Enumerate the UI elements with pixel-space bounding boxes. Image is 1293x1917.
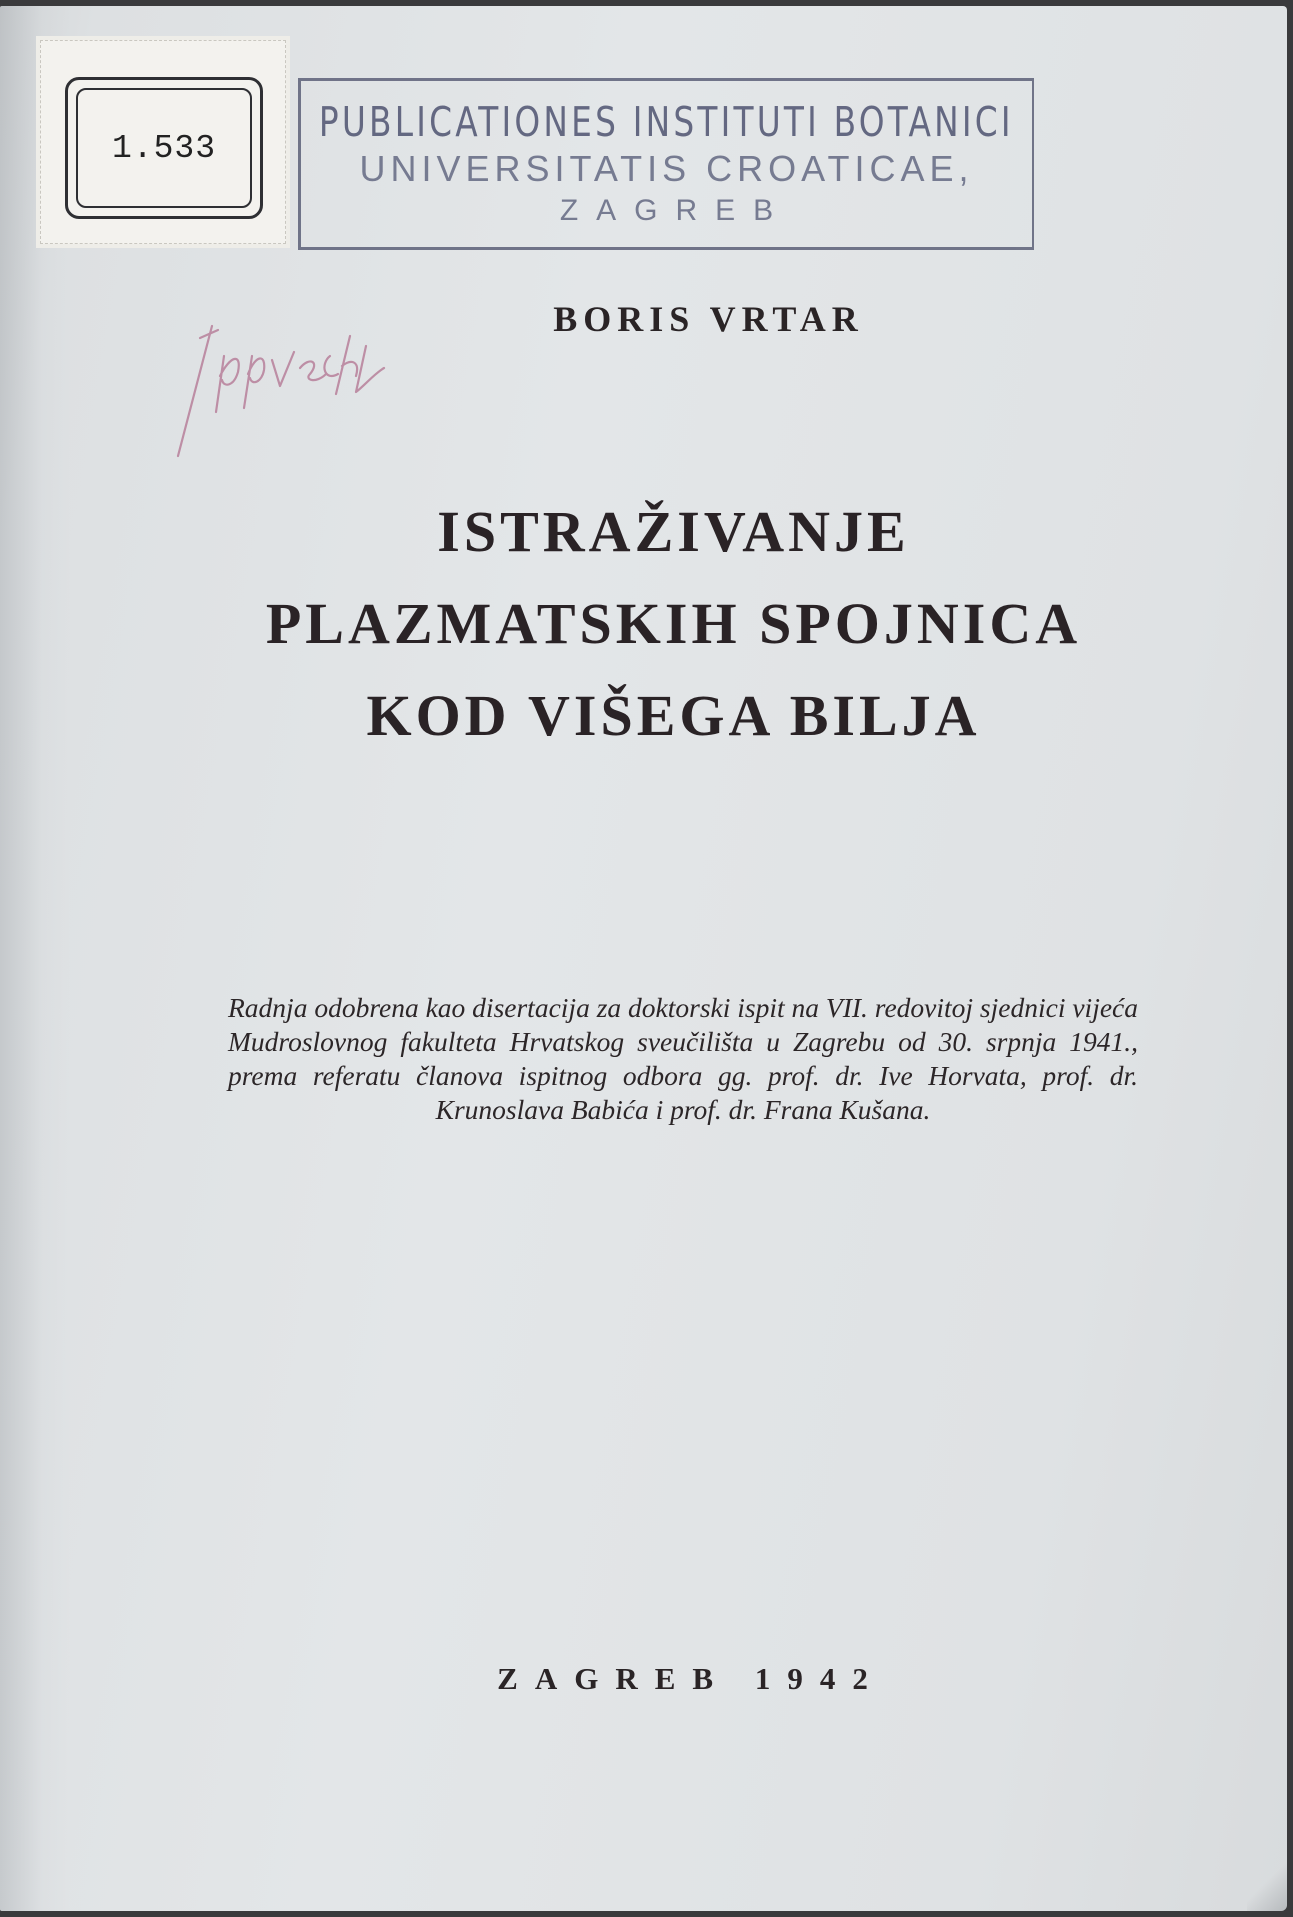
title-line-3: KOD VIŠEGA BILJA [366, 683, 981, 748]
corner-wear [1247, 1851, 1287, 1911]
book-cover [0, 6, 1287, 1911]
dissertation-note: Radnja odobrena kao disertacija za doktorski ispit na VII. redovitoj sjednici vijeća Mudroslovnog fakulteta Hrvatskog sveučilišta u Zagrebu od 30. srpnja 1941., prema referatu članova ispitnog odbora gg. prof. dr. Ive Horvata, prof. dr. Krunoslava Babića i prof. dr. Frana Kušana. [228, 992, 1138, 1125]
label-inner-frame [76, 88, 252, 208]
institute-stamp [298, 78, 1034, 250]
title-line-1: ISTRAŽIVANJE [437, 499, 910, 564]
author-name: BORIS VRTAR [553, 299, 864, 339]
stamp-line-3: ZAGREB [559, 194, 792, 227]
place-and-year: ZAGREB 1942 [497, 1661, 885, 1696]
label-frame [65, 77, 263, 219]
title-line-2: PLAZMATSKIH SPOJNICA [265, 591, 1082, 656]
stamp-line-1: PUBLICATIONES INSTITUTI BOTANICI [319, 98, 1014, 146]
spine-shadow [0, 6, 70, 1911]
book-title [0, 486, 1287, 762]
stamp-line-2: UNIVERSITATIS CROATICAE, [359, 148, 974, 189]
call-number: 1.533 [111, 129, 217, 167]
library-label [40, 40, 286, 244]
